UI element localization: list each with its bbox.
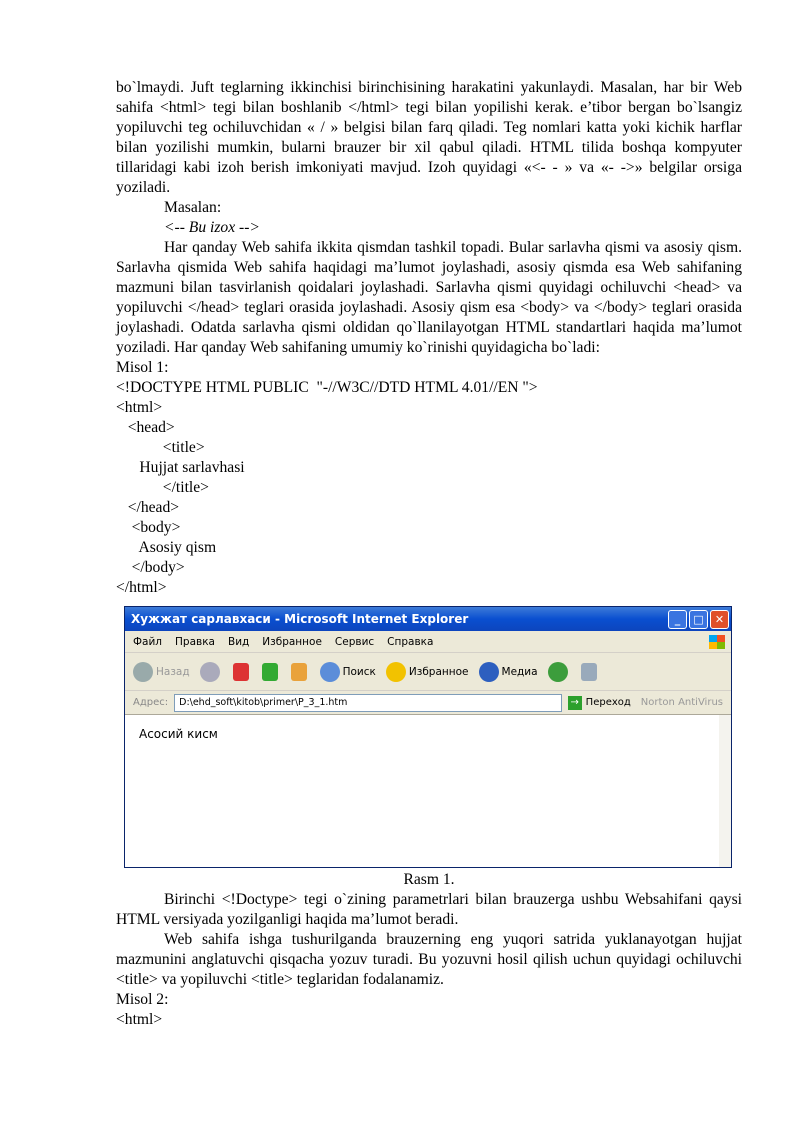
search-icon bbox=[320, 662, 340, 682]
go-button: → Переход bbox=[568, 696, 631, 710]
paragraph-doctype: Birinchi <!Doctype> tegi o`zining parametrlari bilan brauzerga ushbu Websahifani qaysi HTML versiyada yozilganligi haqida ma’lumot beradi. bbox=[116, 891, 742, 928]
address-label: Адрес: bbox=[133, 697, 169, 708]
home-icon bbox=[291, 663, 307, 681]
browser-title: Хужжат сарлавхаси - Microsoft Internet Explorer bbox=[131, 612, 469, 626]
browser-content bbox=[125, 715, 731, 867]
code-line: <head> bbox=[116, 419, 175, 436]
figure-caption: Rasm 1. bbox=[403, 871, 455, 888]
code-line: <html> bbox=[116, 399, 163, 416]
refresh-icon bbox=[262, 663, 278, 681]
history-button bbox=[548, 662, 571, 682]
misol1-label: Misol 1: bbox=[116, 359, 169, 376]
code-line: </body> bbox=[116, 559, 185, 576]
menu-view: Вид bbox=[227, 635, 250, 648]
stop-button bbox=[233, 663, 252, 681]
misol2-label: Misol 2: bbox=[116, 991, 169, 1008]
refresh-button bbox=[262, 663, 281, 681]
address-bar bbox=[125, 691, 731, 715]
address-input: D:\ehd_soft\kitob\primer\P_3_1.htm bbox=[174, 694, 562, 712]
stop-icon bbox=[233, 663, 249, 681]
menu-tools: Сервис bbox=[334, 635, 375, 648]
menu-file: Файл bbox=[133, 635, 163, 648]
menu-favorites: Избранное bbox=[262, 635, 322, 648]
code-line: <title> bbox=[116, 439, 205, 456]
code-line: <html> bbox=[116, 1011, 163, 1028]
example-label: Masalan: bbox=[164, 199, 222, 216]
code-line: </head> bbox=[116, 499, 180, 516]
scrollbar bbox=[719, 715, 731, 867]
favorites-button: Избранное bbox=[386, 662, 469, 682]
close-icon: ✕ bbox=[710, 610, 729, 629]
search-button: Поиск bbox=[320, 662, 376, 682]
norton-label: Norton AntiVirus bbox=[640, 697, 723, 708]
paragraph-structure: Har qanday Web sahifa ikkita qismdan tashkil topadi. Bular sarlavha qismi va asosiy qism. Sarlavha qismida Web sahifa haqidagi ma’lumot joylashadi, asosiy qismda esa Web sahifaning mazmuni bilan tasvirlanish qoidalari joylashadi. Sarlavha qismi quyidagi ochiluvchi <head> va yopiluvchi </head> teglari orasida joylashadi. Asosiy qism esa <body> va </body> teglari orasida joylashadi. Odatda sarlavha qismi oldidan qo`llanilayotgan HTML standartlari haqida ma’lumot yoziladi. Har qanday Web sahifaning umumiy ko`rinishi quyidagicha bo`ladi: bbox=[116, 239, 742, 356]
windows-logo-icon bbox=[709, 635, 725, 649]
code-line: Hujjat sarlavhasi bbox=[116, 459, 245, 476]
code-line: </title> bbox=[116, 479, 209, 496]
media-button: Медиа bbox=[479, 662, 538, 682]
code-line: <!DOCTYPE HTML PUBLIC "-//W3C//DTD HTML 4.01//EN "> bbox=[116, 379, 538, 396]
paragraph-intro: bo`lmaydi. Juft teglarning ikkinchisi birinchisining harakatini yakunlaydi. Masalan, har bir Web sahifa <html> tegi bilan boshlanib </html> tegi bilan yopilishi kerak. e’tibor bergan bo`lsangiz yopiluvchi teg ochiluvchidan « / » belgisi bilan farq qiladi. Teg nomlari katta yoki kichik harflar bilan yozilishi mumkin, bularni brauzer bir xil qabul qiladi. HTML tilida boshqa kompyuter tillaridagi kabi izoh berish imkoniyati mavjud. Izoh quyidagi «<- - » va «- ->» belgilar orsiga yoziladi. bbox=[116, 79, 742, 196]
browser-screenshot bbox=[124, 606, 732, 868]
star-icon bbox=[386, 662, 406, 682]
code-example-1 bbox=[116, 378, 742, 598]
forward-button bbox=[200, 662, 223, 682]
minimize-icon: _ bbox=[668, 610, 687, 629]
browser-content-text: Асосий кисм bbox=[139, 727, 218, 741]
document-page bbox=[116, 78, 742, 1030]
back-button: Назад bbox=[133, 662, 190, 682]
mail-button bbox=[581, 663, 600, 681]
forward-arrow-icon bbox=[200, 662, 220, 682]
menu-edit: Правка bbox=[175, 635, 215, 648]
maximize-icon: □ bbox=[689, 610, 708, 629]
code-line: </html> bbox=[116, 579, 167, 596]
paragraph-title: Web sahifa ishga tushurilganda brauzerning eng yuqori satrida yuklanayotgan hujjat mazmunini anglatuvchi qisqacha yozuv turadi. Bu yozuvni hosil qilish uchun quyidagi ochiluvchi <title> va yopiluvchi <title> teglaridan fodalanamiz. bbox=[116, 931, 742, 988]
menu-help: Справка bbox=[387, 635, 434, 648]
browser-menubar bbox=[125, 631, 731, 653]
browser-titlebar bbox=[125, 607, 731, 631]
mail-icon bbox=[581, 663, 597, 681]
home-button bbox=[291, 663, 310, 681]
history-icon bbox=[548, 662, 568, 682]
example-comment: <-- Bu izox --> bbox=[164, 219, 260, 236]
media-icon bbox=[479, 662, 499, 682]
browser-toolbar bbox=[125, 653, 731, 691]
go-arrow-icon: → bbox=[568, 696, 582, 710]
code-line: <body> bbox=[116, 519, 181, 536]
code-line: Asosiy qism bbox=[116, 539, 217, 556]
back-arrow-icon bbox=[133, 662, 153, 682]
